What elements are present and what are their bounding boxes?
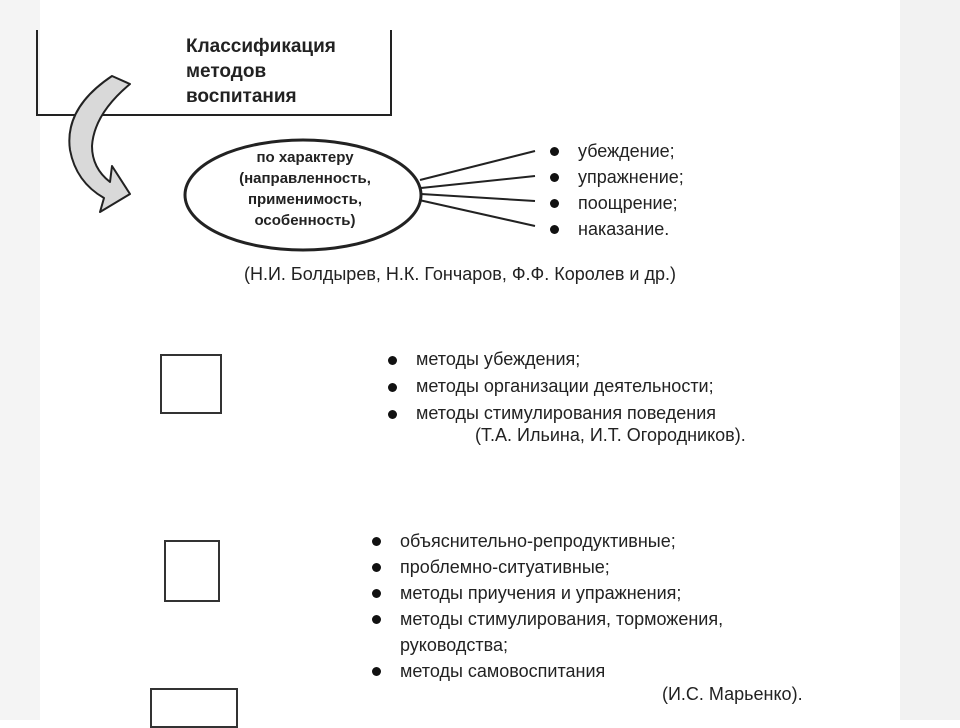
group-2-method-list xyxy=(386,346,716,427)
group-3-method-list xyxy=(370,528,723,684)
list-item-continuation: руководства; xyxy=(400,635,508,655)
criterion-line: (направленность, xyxy=(239,170,371,187)
group-1-authors: (Н.И. Болдырев, Н.К. Гончаров, Ф.Ф. Королев и др.) xyxy=(244,264,676,284)
list-item: методы приучения и упражнения; xyxy=(370,580,723,606)
curved-arrow-icon xyxy=(69,76,130,212)
connector-line xyxy=(421,176,535,188)
criterion-line: по характеру xyxy=(256,149,354,166)
empty-criterion-box-3 xyxy=(164,540,220,602)
group-1-method-list xyxy=(548,138,684,242)
connector-line xyxy=(420,151,535,180)
list-item: убеждение; xyxy=(548,138,684,164)
title-line: воспитания xyxy=(186,86,297,107)
list-item: объяснительно-репродуктивные; xyxy=(370,528,723,554)
list-item: методы организации деятельности; xyxy=(386,373,716,400)
criterion-label xyxy=(190,147,420,231)
title-line: методов xyxy=(186,61,267,82)
list-item: упражнение; xyxy=(548,164,684,190)
list-item: методы самовоспитания xyxy=(370,658,723,684)
connector-line xyxy=(419,200,535,226)
connector-line xyxy=(421,194,535,201)
group-2-authors: (Т.А. Ильина, И.Т. Огородников). xyxy=(475,425,746,445)
empty-criterion-box-4 xyxy=(150,688,238,728)
criterion-line: применимость, xyxy=(247,191,363,208)
empty-criterion-box-2 xyxy=(160,354,222,414)
title-line: Классификация xyxy=(186,36,336,57)
list-item: методы убеждения; xyxy=(386,346,716,373)
list-item: методы стимулирования, торможения, xyxy=(370,606,723,632)
group-3-authors: (И.С. Марьенко). xyxy=(662,684,803,704)
list-item: проблемно-ситуативные; xyxy=(370,554,723,580)
list-item: наказание. xyxy=(548,216,684,242)
criterion-line: особенность) xyxy=(254,212,356,229)
list-item: методы стимулирования поведения xyxy=(386,400,716,427)
list-item: поощрение; xyxy=(548,190,684,216)
